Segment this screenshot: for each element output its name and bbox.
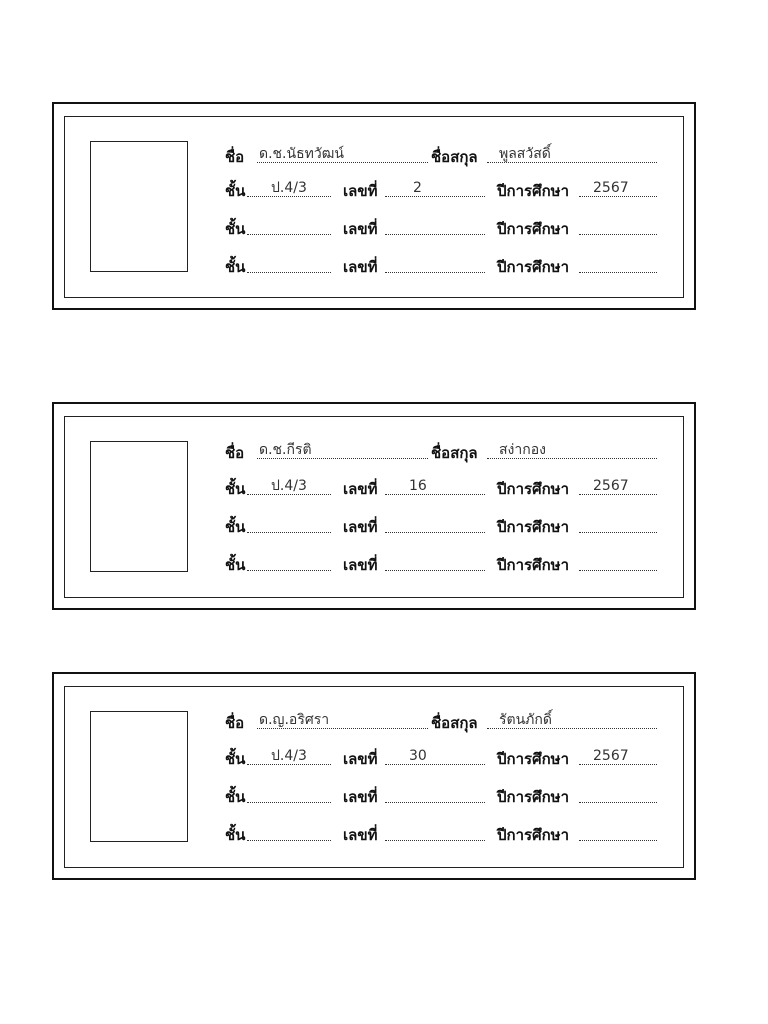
number-field[interactable] [385, 570, 485, 571]
number-field[interactable] [385, 196, 485, 197]
name-value: ด.ญ.อริศรา [259, 712, 330, 728]
student-card-1 [52, 102, 696, 310]
photo-box [90, 141, 188, 272]
photo-box [90, 441, 188, 572]
year-field[interactable] [579, 532, 657, 533]
class-label: ชั้น [225, 518, 246, 536]
number-value: 16 [409, 478, 427, 494]
student-card-2 [52, 402, 696, 610]
class-field[interactable] [247, 802, 331, 803]
number-label: เลขที่ [343, 518, 378, 536]
surname-value: พูลสวัสดิ์ [499, 146, 551, 162]
class-label: ชั้น [225, 258, 246, 276]
number-label: เลขที่ [343, 182, 378, 200]
number-label: เลขที่ [343, 788, 378, 806]
number-field[interactable] [385, 764, 485, 765]
year-field[interactable] [579, 272, 657, 273]
surname-value: รัตนภักดิ์ [499, 712, 552, 728]
name-label: ชื่อ [225, 148, 245, 166]
class-label: ชั้น [225, 788, 246, 806]
number-field[interactable] [385, 234, 485, 235]
number-label: เลขที่ [343, 258, 378, 276]
name-value: ด.ช.กีรติ [259, 442, 312, 458]
year-field[interactable] [579, 802, 657, 803]
year-label: ปีการศึกษา [497, 258, 569, 276]
class-value: ป.4/3 [271, 180, 307, 196]
surname-label: ชื่อสกุล [431, 714, 478, 732]
number-field[interactable] [385, 802, 485, 803]
year-label: ปีการศึกษา [497, 480, 569, 498]
year-label: ปีการศึกษา [497, 750, 569, 768]
number-label: เลขที่ [343, 750, 378, 768]
number-label: เลขที่ [343, 220, 378, 238]
number-field[interactable] [385, 272, 485, 273]
surname-value: สง่ากอง [499, 442, 546, 458]
year-label: ปีการศึกษา [497, 518, 569, 536]
number-field[interactable] [385, 532, 485, 533]
year-label: ปีการศึกษา [497, 556, 569, 574]
name-label: ชื่อ [225, 444, 245, 462]
surname-label: ชื่อสกุล [431, 148, 478, 166]
class-field[interactable] [247, 570, 331, 571]
student-card-3 [52, 672, 696, 880]
card-inner-border [64, 416, 684, 598]
year-label: ปีการศึกษา [497, 788, 569, 806]
class-label: ชั้น [225, 826, 246, 844]
class-field[interactable] [247, 272, 331, 273]
number-field[interactable] [385, 494, 485, 495]
number-value: 2 [413, 180, 422, 196]
name-label: ชื่อ [225, 714, 245, 732]
year-field[interactable] [579, 234, 657, 235]
year-label: ปีการศึกษา [497, 182, 569, 200]
number-label: เลขที่ [343, 826, 378, 844]
number-label: เลขที่ [343, 556, 378, 574]
photo-box [90, 711, 188, 842]
number-value: 30 [409, 748, 427, 764]
number-field[interactable] [385, 840, 485, 841]
year-value: 2567 [593, 748, 629, 764]
class-value: ป.4/3 [271, 478, 307, 494]
class-field[interactable] [247, 234, 331, 235]
class-value: ป.4/3 [271, 748, 307, 764]
card-inner-border [64, 116, 684, 298]
year-field[interactable] [579, 570, 657, 571]
surname-label: ชื่อสกุล [431, 444, 478, 462]
year-value: 2567 [593, 478, 629, 494]
class-label: ชั้น [225, 750, 246, 768]
number-label: เลขที่ [343, 480, 378, 498]
name-value: ด.ช.นัธทวัฒน์ [259, 146, 344, 162]
class-label: ชั้น [225, 182, 246, 200]
card-inner-border [64, 686, 684, 868]
class-label: ชั้น [225, 480, 246, 498]
year-label: ปีการศึกษา [497, 826, 569, 844]
class-label: ชั้น [225, 556, 246, 574]
class-field[interactable] [247, 840, 331, 841]
class-label: ชั้น [225, 220, 246, 238]
class-field[interactable] [247, 532, 331, 533]
year-label: ปีการศึกษา [497, 220, 569, 238]
year-value: 2567 [593, 180, 629, 196]
year-field[interactable] [579, 840, 657, 841]
